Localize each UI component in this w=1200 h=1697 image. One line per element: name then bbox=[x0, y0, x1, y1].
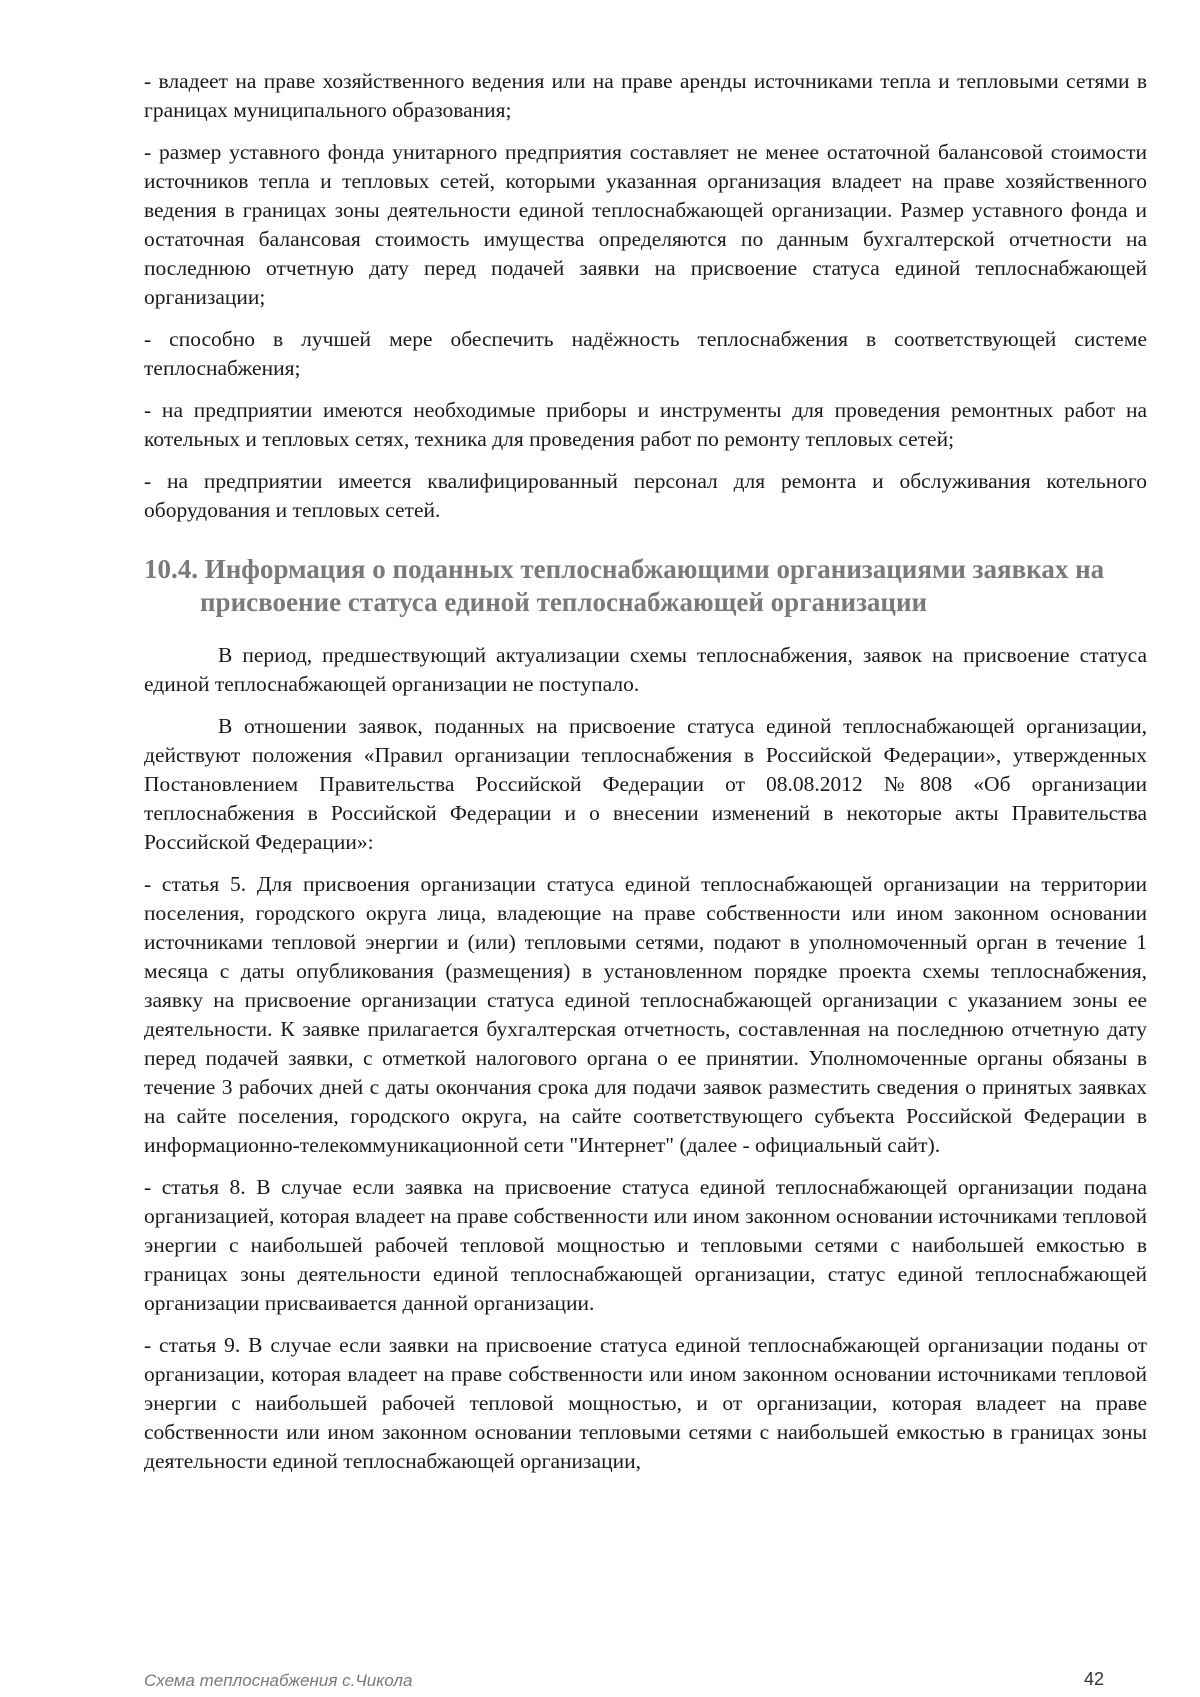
intro-paragraph: В отношении заявок, поданных на присвоение статуса единой теплоснабжающей организации, действуют положения «Правил организации теплоснабжения в Российской Федерации», утвержденных Постановлением Правительства Российской Федерации от 08.08.2012 №808 «Об организации теплоснабжения в Российской Федерации и о внесении изменений в некоторые акты Правительства Российской Федерации»: bbox=[144, 714, 1147, 854]
page-number: 42 bbox=[1083, 1669, 1104, 1689]
section-heading: 10.4. Информация о поданных теплоснабжающими организациями заявках на присвоение статуса единой теплоснабжающей организации bbox=[144, 554, 1105, 617]
bullet-paragraph: - владеет на праве хозяйственного ведения или на праве аренды источниками тепла и тепловыми сетями в границах муниципального образования; bbox=[144, 69, 1147, 122]
footer-document-title: Схема теплоснабжения с.Чикола bbox=[144, 1671, 413, 1690]
bullet-paragraph: - на предприятии имеются необходимые приборы и инструменты для проведения ремонтных работ на котельных и тепловых сетях, техника для проведения работ по ремонту тепловых сетей; bbox=[144, 398, 1147, 451]
bullet-paragraph: - на предприятии имеется квалифицированный персонал для ремонта и обслуживания котельного оборудования и тепловых сетей. bbox=[144, 469, 1147, 522]
intro-paragraph: В период, предшествующий актуализации схемы теплоснабжения, заявок на присвоение статуса единой теплоснабжающей организации не поступало. bbox=[144, 643, 1147, 696]
article-paragraph: - статья 8. В случае если заявка на присвоение статуса единой теплоснабжающей организации подана организацией, которая владеет на праве собственности или ином законном основании источниками тепловой энергии с наибольшей рабочей тепловой мощностью и тепловыми сетями с наибольшей емкостью в границах зоны деятельности единой теплоснабжающей организации, статус единой теплоснабжающей организации присваивается данной организации. bbox=[144, 1175, 1147, 1315]
page-content bbox=[144, 67, 1147, 1489]
article-paragraph: - статья 9. В случае если заявки на присвоение статуса единой теплоснабжающей организации поданы от организации, которая владеет на праве собственности или ином законном основании источниками тепловой энергии с наибольшей рабочей тепловой мощностью, и от организации, которая владеет на праве собственности или ином законном основании тепловыми сетями с наибольшей емкостью в границах зоны деятельности единой теплоснабжающей организации, bbox=[144, 1333, 1147, 1473]
article-paragraph: - статья 5. Для присвоения организации статуса единой теплоснабжающей организации на территории поселения, городского округа лица, владеющие на праве собственности или ином законном основании источниками тепловой энергии и (или) тепловыми сетями, подают в уполномоченный орган в течение 1 месяца с даты опубликования (размещения) в установленном порядке проекта схемы теплоснабжения, заявку на присвоение организации статуса единой теплоснабжающей организации с указанием зоны ее деятельности. К заявке прилагается бухгалтерская отчетность, составленная на последнюю отчетную дату перед подачей заявки, с отметкой налогового органа о ее принятии. Уполномоченные органы обязаны в течение 3 рабочих дней с даты окончания срока для подачи заявок разместить сведения о принятых заявках на сайте поселения, городского округа, на сайте соответствующего субъекта Российской Федерации в информационно-телекоммуникационной сети "Интернет" (далее - официальный сайт). bbox=[144, 872, 1147, 1157]
bullet-paragraph: - способно в лучшей мере обеспечить надёжность теплоснабжения в соответствующей системе теплоснабжения; bbox=[144, 327, 1147, 380]
bullet-paragraph: - размер уставного фонда унитарного предприятия составляет не менее остаточной балансовой стоимости источников тепла и тепловых сетей, которыми указанная организация владеет на праве хозяйственного ведения в границах зоны деятельности единой теплоснабжающей организации. Размер уставного фонда и остаточная балансовая стоимость имущества определяются по данным бухгалтерской отчетности на последнюю отчетную дату перед подачей заявки на присвоение статуса единой теплоснабжающей организации; bbox=[144, 140, 1147, 309]
